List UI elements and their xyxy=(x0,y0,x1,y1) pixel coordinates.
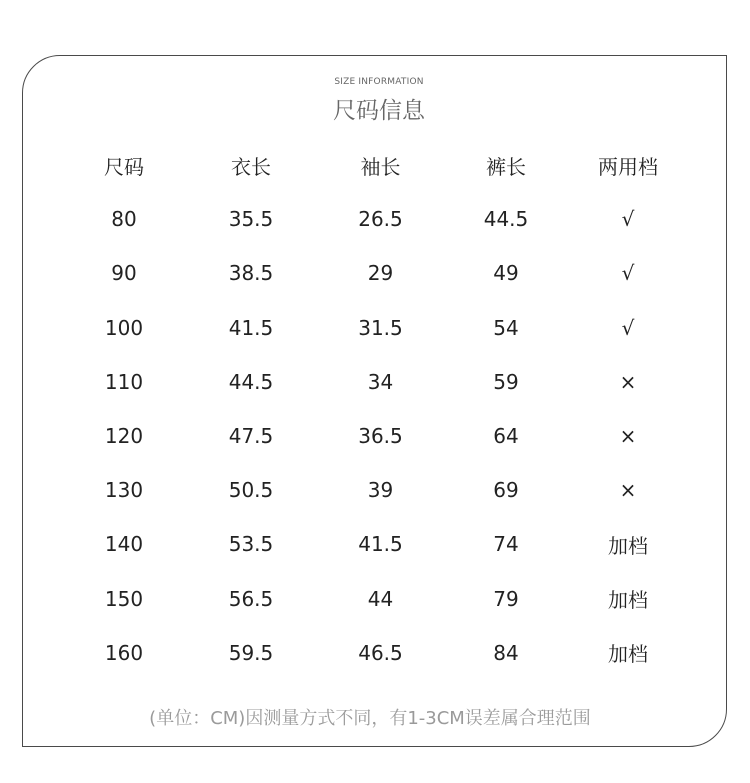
cell-size: 140 xyxy=(104,532,144,557)
cell-sleeve-length: 26.5 xyxy=(358,207,403,232)
cell-size: 130 xyxy=(104,478,144,503)
cell-size: 80 xyxy=(111,207,137,232)
cell-sleeve-length: 31.5 xyxy=(358,315,403,340)
cell-dual-crotch: √ xyxy=(621,261,635,286)
cell-sleeve-length: 39 xyxy=(367,478,394,503)
table-row xyxy=(60,409,691,463)
cell-dual-crotch: × xyxy=(619,424,637,449)
section-title: 尺码信息 xyxy=(333,98,425,124)
cell-top-length: 47.5 xyxy=(228,424,274,449)
cell-size: 100 xyxy=(104,315,144,340)
cell-top-length: 59.5 xyxy=(228,640,274,665)
table-row xyxy=(60,572,691,626)
cell-sleeve-length: 46.5 xyxy=(358,640,403,665)
column-header-top-length: 衣长 xyxy=(231,154,271,179)
cell-size: 150 xyxy=(104,586,144,611)
cell-top-length: 41.5 xyxy=(228,315,274,340)
cell-top-length: 44.5 xyxy=(228,369,274,394)
cell-pants-length: 59 xyxy=(493,369,519,394)
cell-dual-crotch: 加档 xyxy=(608,533,648,558)
table-row xyxy=(60,463,691,517)
cell-top-length: 53.5 xyxy=(228,532,274,557)
cell-dual-crotch: 加档 xyxy=(608,642,648,667)
table-row xyxy=(60,355,691,409)
cell-pants-length: 84 xyxy=(493,640,519,665)
cell-pants-length: 64 xyxy=(493,424,519,449)
cell-sleeve-length: 36.5 xyxy=(358,424,403,449)
cell-dual-crotch: √ xyxy=(621,315,635,340)
size-table xyxy=(60,138,691,680)
cell-size: 120 xyxy=(104,424,144,449)
cell-pants-length: 74 xyxy=(493,532,519,557)
column-header-size: 尺码 xyxy=(104,154,144,179)
cell-sleeve-length: 44 xyxy=(367,586,394,611)
cell-dual-crotch: × xyxy=(619,478,637,503)
section-subtitle: SIZE INFORMATION xyxy=(334,77,424,87)
cell-pants-length: 69 xyxy=(493,478,519,503)
cell-pants-length: 79 xyxy=(493,586,519,611)
table-row xyxy=(60,301,691,355)
table-header-row xyxy=(60,138,691,192)
table-row xyxy=(60,517,691,571)
table-row xyxy=(60,192,691,246)
cell-pants-length: 54 xyxy=(493,315,519,340)
cell-dual-crotch: √ xyxy=(621,207,635,232)
cell-top-length: 35.5 xyxy=(228,207,274,232)
cell-sleeve-length: 34 xyxy=(367,369,394,394)
column-header-sleeve-length: 袖长 xyxy=(360,154,401,179)
table-row xyxy=(60,626,691,680)
cell-dual-crotch: 加档 xyxy=(608,588,648,613)
table-row xyxy=(60,246,691,300)
cell-top-length: 56.5 xyxy=(228,586,274,611)
cell-size: 160 xyxy=(104,640,144,665)
cell-pants-length: 44.5 xyxy=(483,207,529,232)
cell-pants-length: 49 xyxy=(493,261,519,286)
cell-dual-crotch: × xyxy=(619,369,637,394)
cell-sleeve-length: 41.5 xyxy=(358,532,403,557)
cell-size: 90 xyxy=(111,261,137,286)
column-header-dual-crotch: 两用档 xyxy=(598,154,658,179)
measurement-footnote: (单位：CM)因测量方式不同，有1-3CM误差属合理范围 xyxy=(149,708,591,729)
column-header-pants-length: 裤长 xyxy=(486,154,526,179)
cell-sleeve-length: 29 xyxy=(367,261,394,286)
cell-top-length: 38.5 xyxy=(228,261,274,286)
cell-size: 110 xyxy=(104,369,144,394)
cell-top-length: 50.5 xyxy=(228,478,274,503)
